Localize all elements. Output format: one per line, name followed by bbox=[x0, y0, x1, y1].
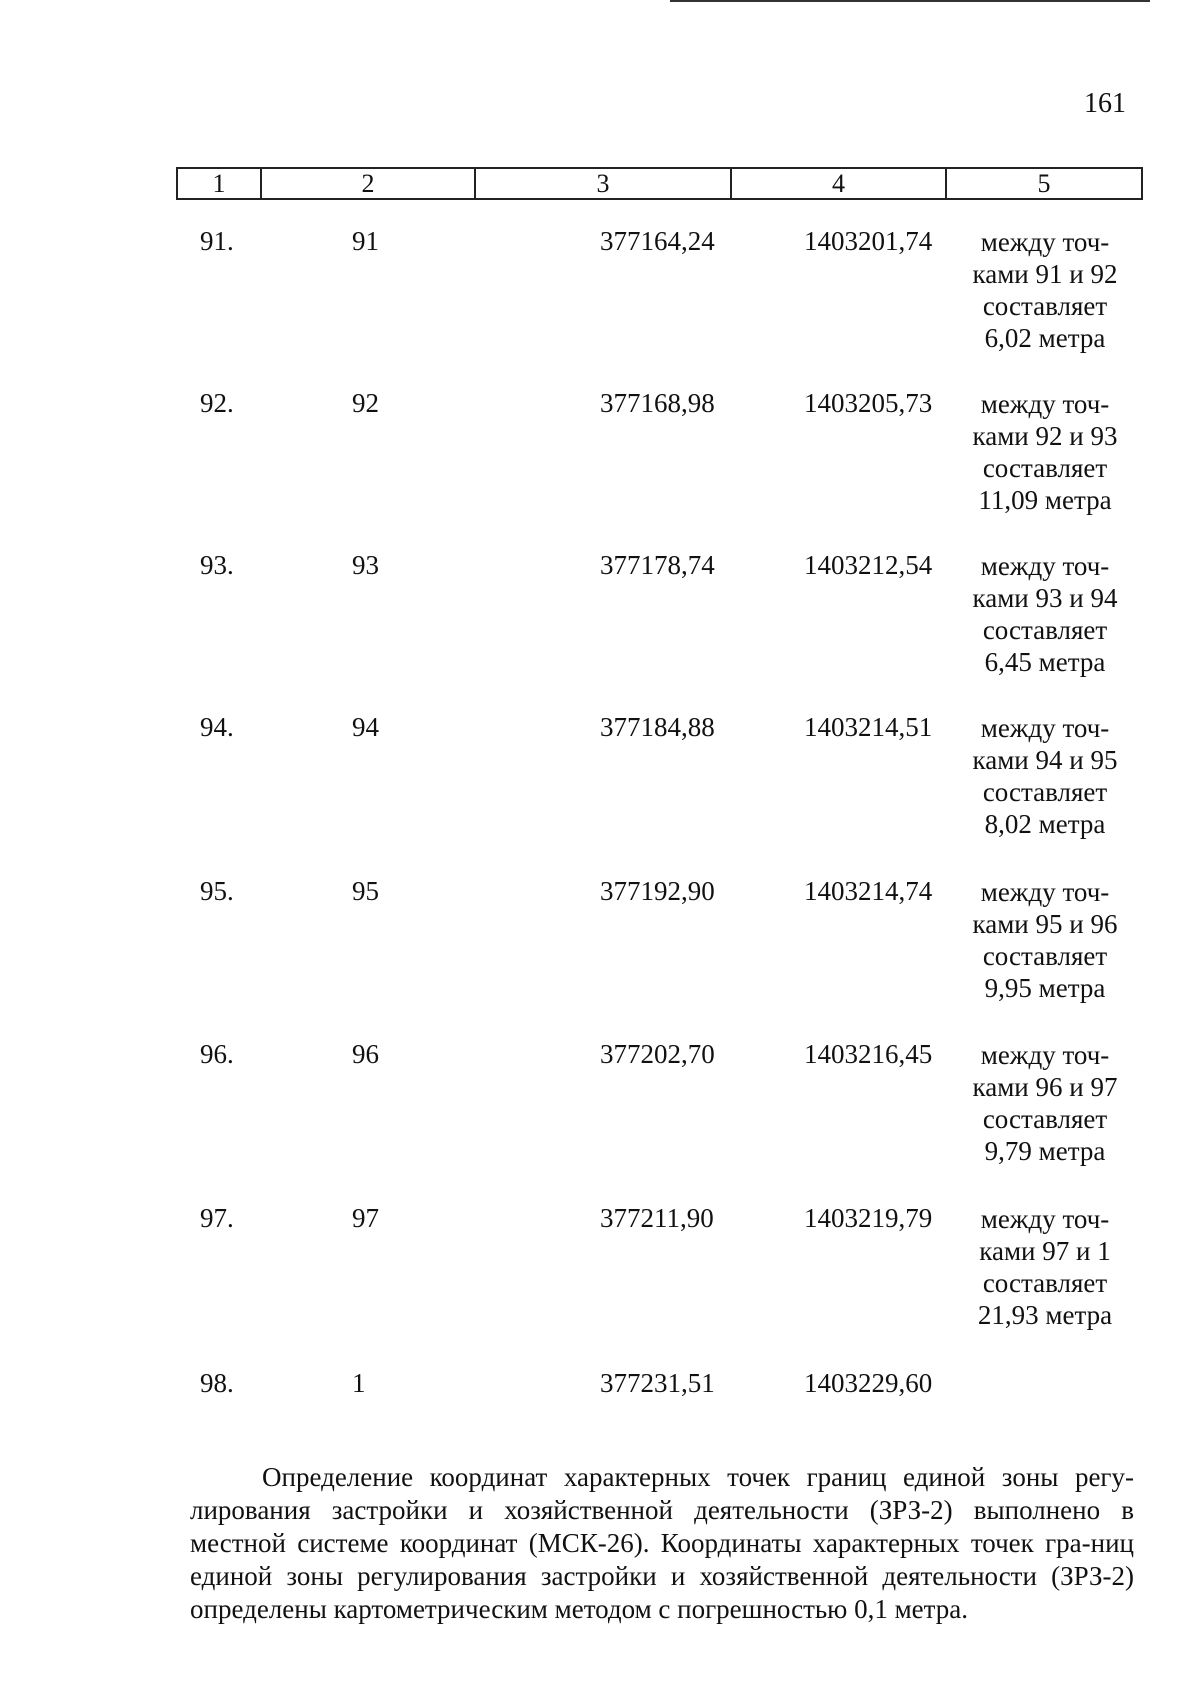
distance-note-line: 9,95 метра bbox=[984, 973, 1106, 1003]
row-number: 92. bbox=[200, 388, 234, 418]
distance-note-line: 21,93 метра bbox=[977, 1300, 1113, 1330]
distance-note-line: между точ- bbox=[980, 1204, 1110, 1234]
distance-note-line: ками 95 и 96 bbox=[972, 909, 1118, 939]
distance-note-line: 8,02 метра bbox=[984, 809, 1106, 839]
distance-note-line: ками 92 и 93 bbox=[972, 421, 1118, 451]
table-row bbox=[0, 712, 1200, 862]
table-row bbox=[0, 550, 1200, 700]
point-number: 91 bbox=[352, 226, 379, 256]
row-number: 93. bbox=[200, 550, 234, 580]
distance-note bbox=[960, 1203, 1130, 1331]
distance-note-line: ками 93 и 94 bbox=[972, 583, 1118, 613]
table-row bbox=[0, 388, 1200, 538]
row-number: 94. bbox=[200, 712, 234, 742]
row-number: 96. bbox=[200, 1039, 234, 1069]
distance-note-line: 9,79 метра bbox=[984, 1136, 1106, 1166]
distance-note bbox=[960, 226, 1130, 354]
distance-note-line: ками 94 и 95 bbox=[972, 745, 1118, 775]
row-number: 95. bbox=[200, 876, 234, 906]
distance-note-line: 11,09 метра bbox=[978, 485, 1112, 515]
column-header-4: 4 bbox=[731, 168, 946, 199]
top-rule bbox=[670, 0, 1150, 2]
point-number: 95 bbox=[352, 876, 379, 906]
distance-note-line: составляет bbox=[982, 1268, 1108, 1298]
distance-note-line: составляет bbox=[982, 615, 1108, 645]
table-row bbox=[0, 1368, 1200, 1408]
distance-note bbox=[960, 712, 1130, 840]
coordinate-y: 1403216,45 bbox=[804, 1039, 933, 1069]
coordinate-y: 1403214,51 bbox=[804, 712, 933, 742]
column-header-5: 5 bbox=[946, 168, 1142, 199]
coordinate-y: 1403229,60 bbox=[804, 1368, 933, 1398]
distance-note-line: ками 97 и 1 bbox=[979, 1236, 1111, 1266]
coordinate-x: 377211,90 bbox=[600, 1203, 714, 1233]
coordinate-y: 1403214,74 bbox=[804, 876, 933, 906]
coordinate-x: 377178,74 bbox=[600, 550, 715, 580]
distance-note-line: ками 96 и 97 bbox=[972, 1072, 1118, 1102]
coordinate-x: 377164,24 bbox=[600, 226, 715, 256]
distance-note-line: составляет bbox=[982, 453, 1108, 483]
point-number: 93 bbox=[352, 550, 379, 580]
point-number: 97 bbox=[352, 1203, 379, 1233]
table-row bbox=[0, 226, 1200, 376]
column-header-table bbox=[176, 167, 1143, 200]
column-header-1: 1 bbox=[177, 168, 261, 199]
point-number: 1 bbox=[352, 1368, 366, 1398]
distance-note-line: между точ- bbox=[980, 713, 1110, 743]
row-number: 91. bbox=[200, 226, 234, 256]
coordinate-x: 377184,88 bbox=[600, 712, 715, 742]
method-description-paragraph: Определение координат характерных точек границ единой зоны регу-лирования застройки и хозяйственной деятельности (ЗРЗ-2) выполнено в местной системе координат (МСК-26). Координаты характерных точек гра-ниц единой зоны регулирования застройки и хозяйственной деятельности (ЗРЗ-2) определены картометрическим методом с погрешностью 0,1 метра. bbox=[190, 1462, 1134, 1624]
distance-note bbox=[960, 876, 1130, 1004]
distance-note-line: 6,02 метра bbox=[984, 323, 1106, 353]
distance-note-line: составляет bbox=[982, 1104, 1108, 1134]
distance-note-line: составляет bbox=[982, 291, 1108, 321]
distance-note bbox=[960, 388, 1130, 516]
distance-note bbox=[960, 550, 1130, 678]
distance-note-line: между точ- bbox=[980, 389, 1110, 419]
distance-note-line: составляет bbox=[982, 941, 1108, 971]
coordinate-x: 377231,51 bbox=[600, 1368, 715, 1398]
column-header-2: 2 bbox=[261, 168, 475, 199]
row-number: 98. bbox=[200, 1368, 234, 1398]
coordinate-y: 1403219,79 bbox=[804, 1203, 933, 1233]
distance-note-line: между точ- bbox=[980, 877, 1110, 907]
table-row bbox=[0, 1203, 1200, 1353]
point-number: 94 bbox=[352, 712, 379, 742]
coordinate-y: 1403205,73 bbox=[804, 388, 933, 418]
coordinate-x: 377202,70 bbox=[600, 1039, 715, 1069]
distance-note bbox=[960, 1039, 1130, 1167]
coordinate-x: 377192,90 bbox=[600, 876, 715, 906]
coordinate-y: 1403212,54 bbox=[804, 550, 933, 580]
distance-note-line: ками 91 и 92 bbox=[972, 259, 1118, 289]
table-row bbox=[0, 876, 1200, 1026]
table-row bbox=[0, 1039, 1200, 1189]
column-header-3: 3 bbox=[475, 168, 731, 199]
row-number: 97. bbox=[200, 1203, 234, 1233]
distance-note-line: 6,45 метра bbox=[984, 647, 1106, 677]
distance-note-line: между точ- bbox=[980, 1040, 1110, 1070]
distance-note-line: между точ- bbox=[980, 551, 1110, 581]
column-header-row bbox=[177, 168, 1142, 199]
point-number: 92 bbox=[352, 388, 379, 418]
coordinate-y: 1403201,74 bbox=[804, 226, 933, 256]
distance-note-line: составляет bbox=[982, 777, 1108, 807]
page-number: 161 bbox=[1084, 88, 1126, 119]
distance-note-line: между точ- bbox=[980, 227, 1110, 257]
point-number: 96 bbox=[352, 1039, 379, 1069]
coordinate-x: 377168,98 bbox=[600, 388, 715, 418]
